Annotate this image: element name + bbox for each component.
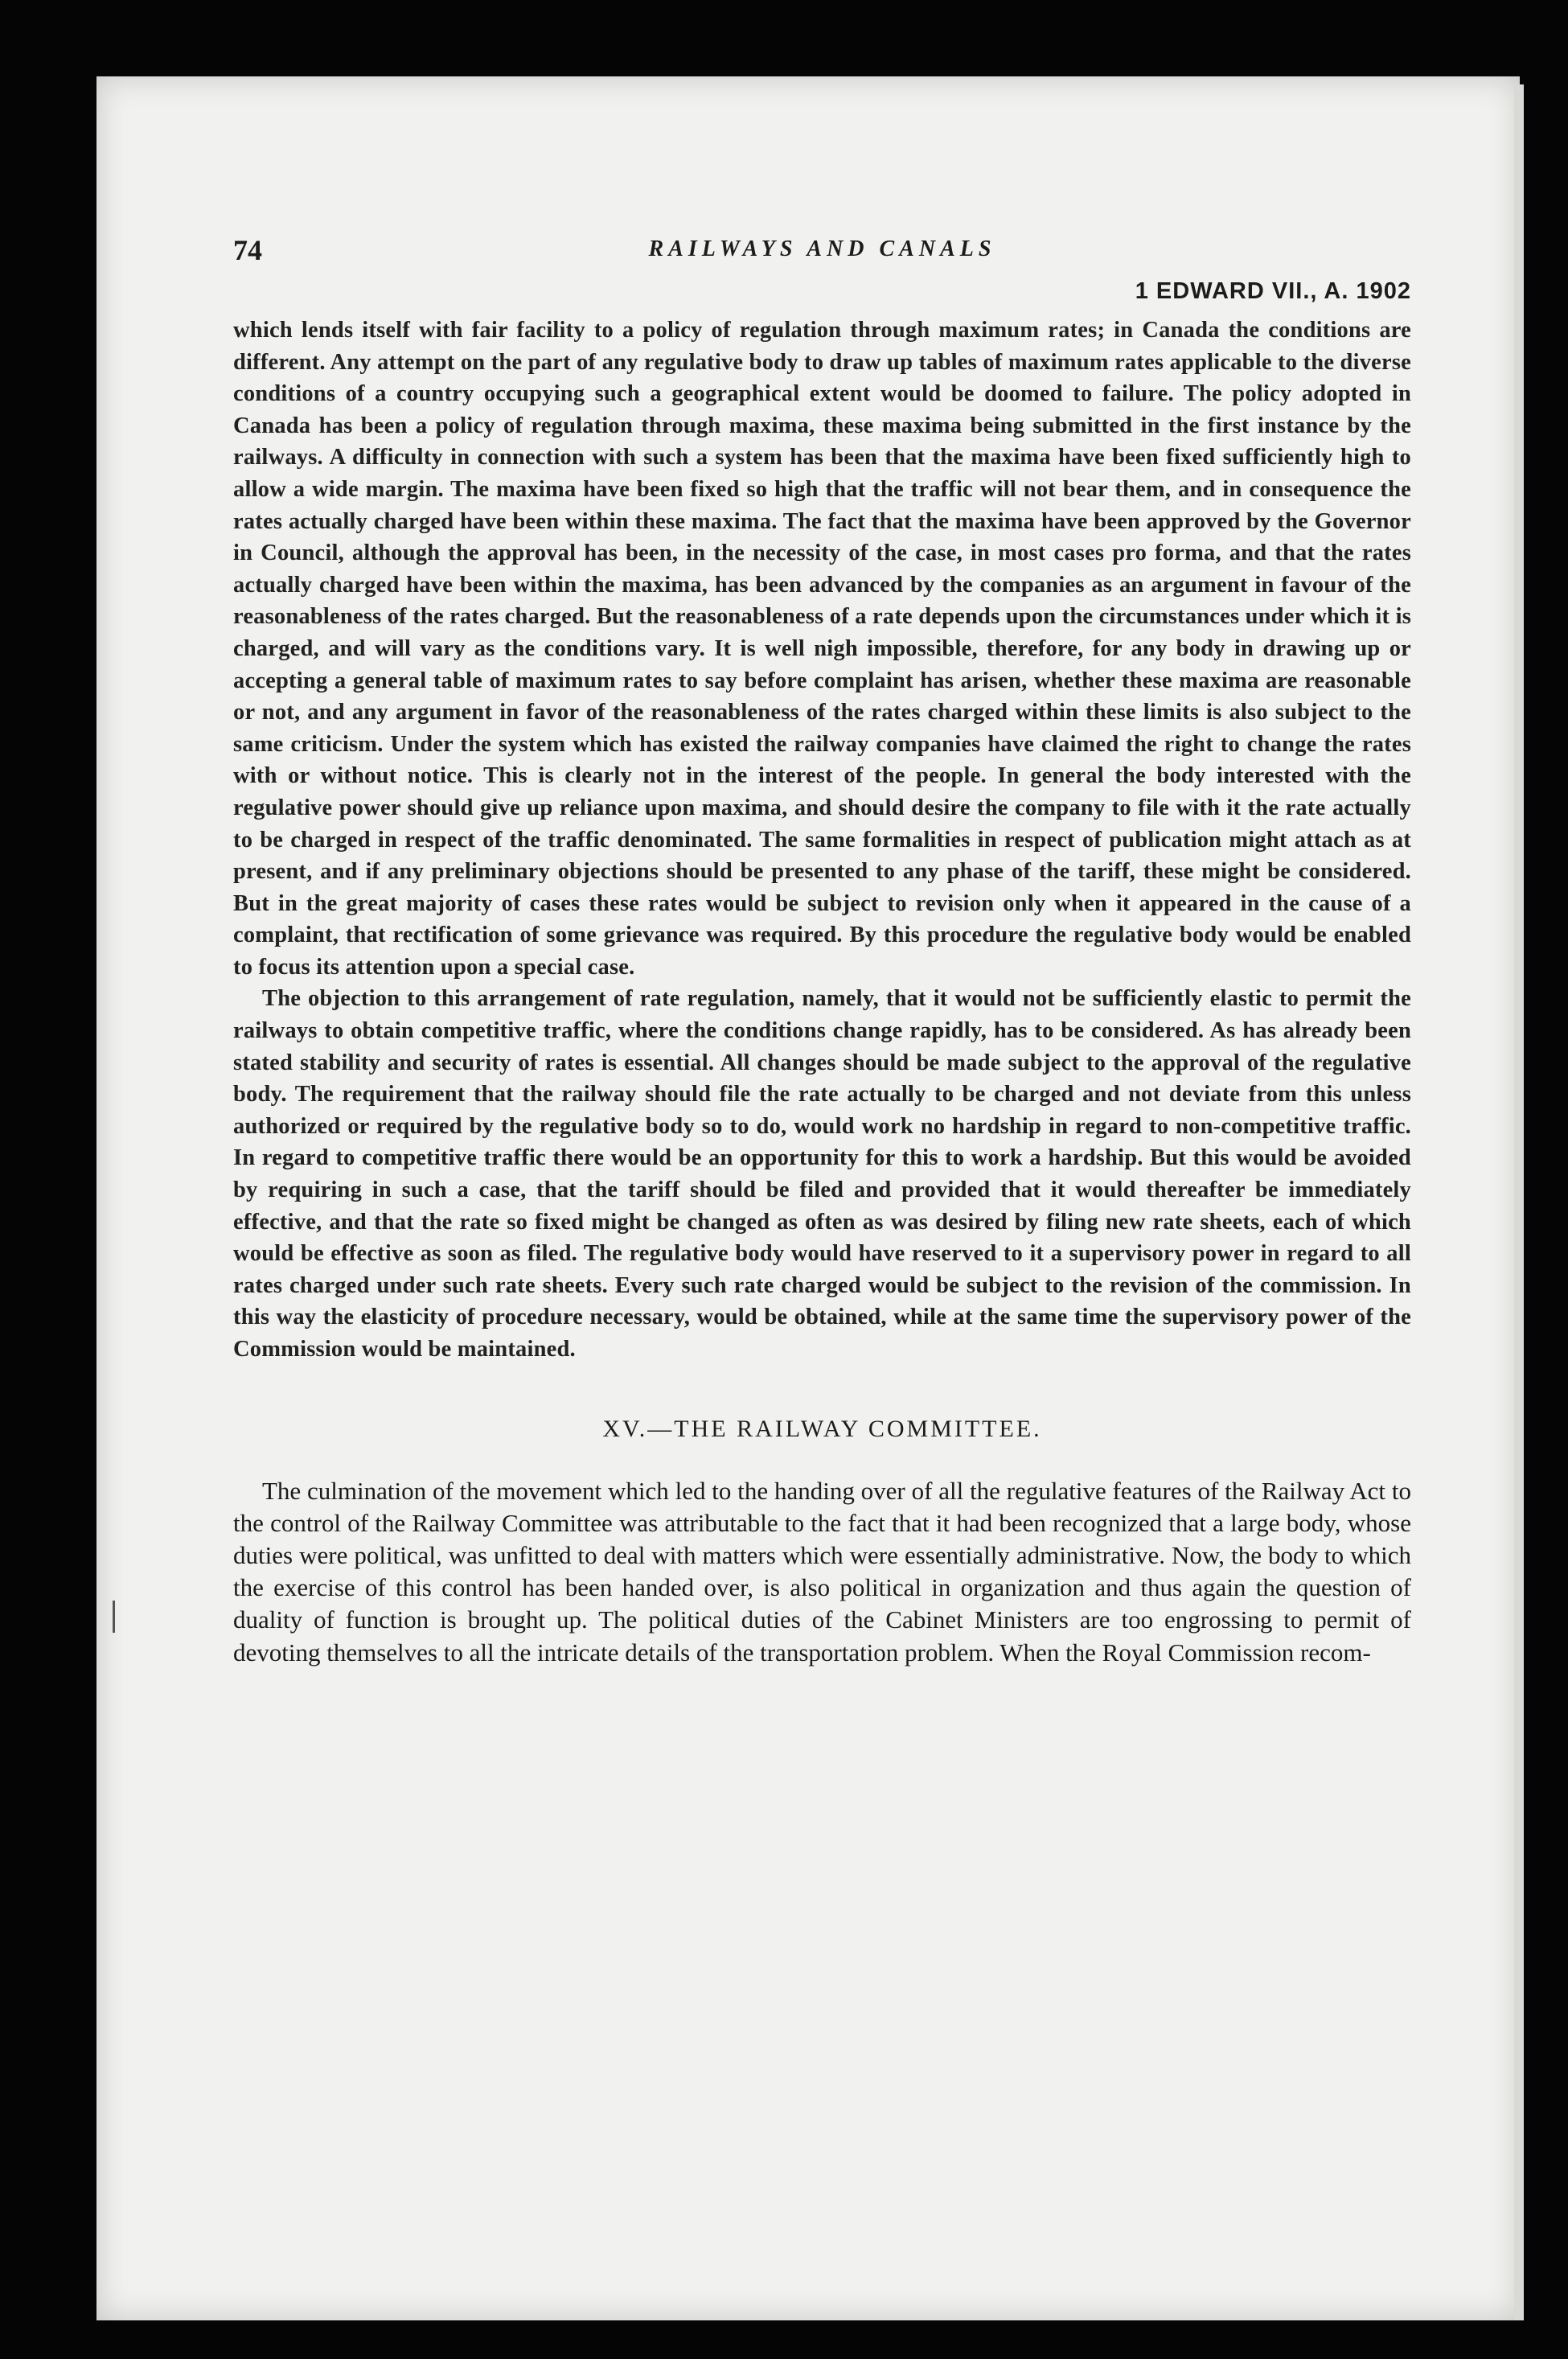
running-title: RAILWAYS AND CANALS [648,236,996,261]
margin-mark [113,1601,115,1633]
paragraph: The objection to this arrangement of rate regulation, namely, that it would not be sufficiently elastic to permit the railways to obtain competitive traffic, where the conditions change rapidly, has to be considered. As has already been stated stability and security of rates is essential. All changes should be made subject to the approval of the regulative body. The requirement that the railway should file the rate actually to be charged and not deviate from this unless authorized or required by the regulative body so to do, would work no hardship in regard to non-competitive traffic. In regard to competitive traffic there would be an opportunity for this to work a hardship. But this would be avoided by requiring in such a case, that the tariff should be filed and provided that it would thereafter be immediately effective, and that the rate so fixed might be changed as often as was desired by filing new rate sheets, each of which would be effective as soon as filed. The regulative body would have reserved to it a supervisory power in regard to all rates charged under such rate sheets. Every such rate charged would be subject to the revision of the commission. In this way the elasticity of procedure necessary, would be obtained, while at the same time the supervisory power of the Commission would be maintained. [233,986,1411,1362]
page-content [233,233,1411,1669]
body-large-text [233,1475,1411,1669]
page-edge [1514,84,1524,2320]
page-number: 74 [233,234,262,266]
session-line: 1 EDWARD VII., A. 1902 [1135,278,1411,304]
section-heading: XV.—THE RAILWAY COMMITTEE. [602,1415,1042,1442]
paragraph: which lends itself with fair facility to a policy of regulation through maximum rates; in Canada the conditions are different. Any attempt on the part of any regulative body to draw up tables of maximum rates applicable to the diverse conditions of a country occupying such a geographical extent would be doomed to failure. The policy adopted in Canada has been a policy of regulation through maxima, these maxima being submitted in the first instance by the railways. A difficulty in connection with such a system has been that the maxima have been fixed sufficiently high to allow a wide margin. The maxima have been fixed so high that the traffic will not bear them, and in consequence the rates actually charged have been within these maxima. The fact that the maxima have been approved by the Governor in Council, although the approval has been, in the necessity of the case, in most cases pro forma, and that the rates actually charged have been within the maxima, has been advanced by the companies as an argument in favour of the reasonableness of the rates charged. But the reasonableness of a rate depends upon the circumstances under which it is charged, and will vary as the conditions vary. It is well nigh impossible, therefore, for any body in drawing up or accepting a general table of maximum rates to say before complaint has arisen, whether these maxima are reasonable or not, and any argument in favor of the reasonableness of the rates charged within these limits is also subject to the same criticism. Under the system which has existed the railway companies have claimed the right to change the rates with or without notice. This is clearly not in the interest of the people. In general the body interested with the regulative power should give up reliance upon maxima, and should desire the company to file with it the rate actually to be charged in respect of the traffic denominated. The same formalities in respect of publication might attach as at present, and if any preliminary objections should be presented to any phase of the tariff, these might be considered. But in the great majority of cases these rates would be subject to revision only when it appeared in the cause of a complaint, that rectification of some grievance was required. By this procedure the regulative body would be enabled to focus its attention upon a special case. [233,318,1411,980]
body-small-text [233,314,1411,1366]
paragraph: The culmination of the movement which led to the handing over of all the regulative features of the Railway Act to the control of the Railway Committee was attributable to the fact that it had been recognized that a large body, whose duties were political, was unfitted to deal with matters which were essentially administrative. Now, the body to which the exercise of this control has been handed over, is also political in organization and thus again the question of duality of function is brought up. The political duties of the Cabinet Ministers are too engrossing to permit of devoting themselves to all the intricate details of the transportation problem. When the Royal Commission recom- [233,1476,1411,1667]
running-head [233,233,1411,273]
